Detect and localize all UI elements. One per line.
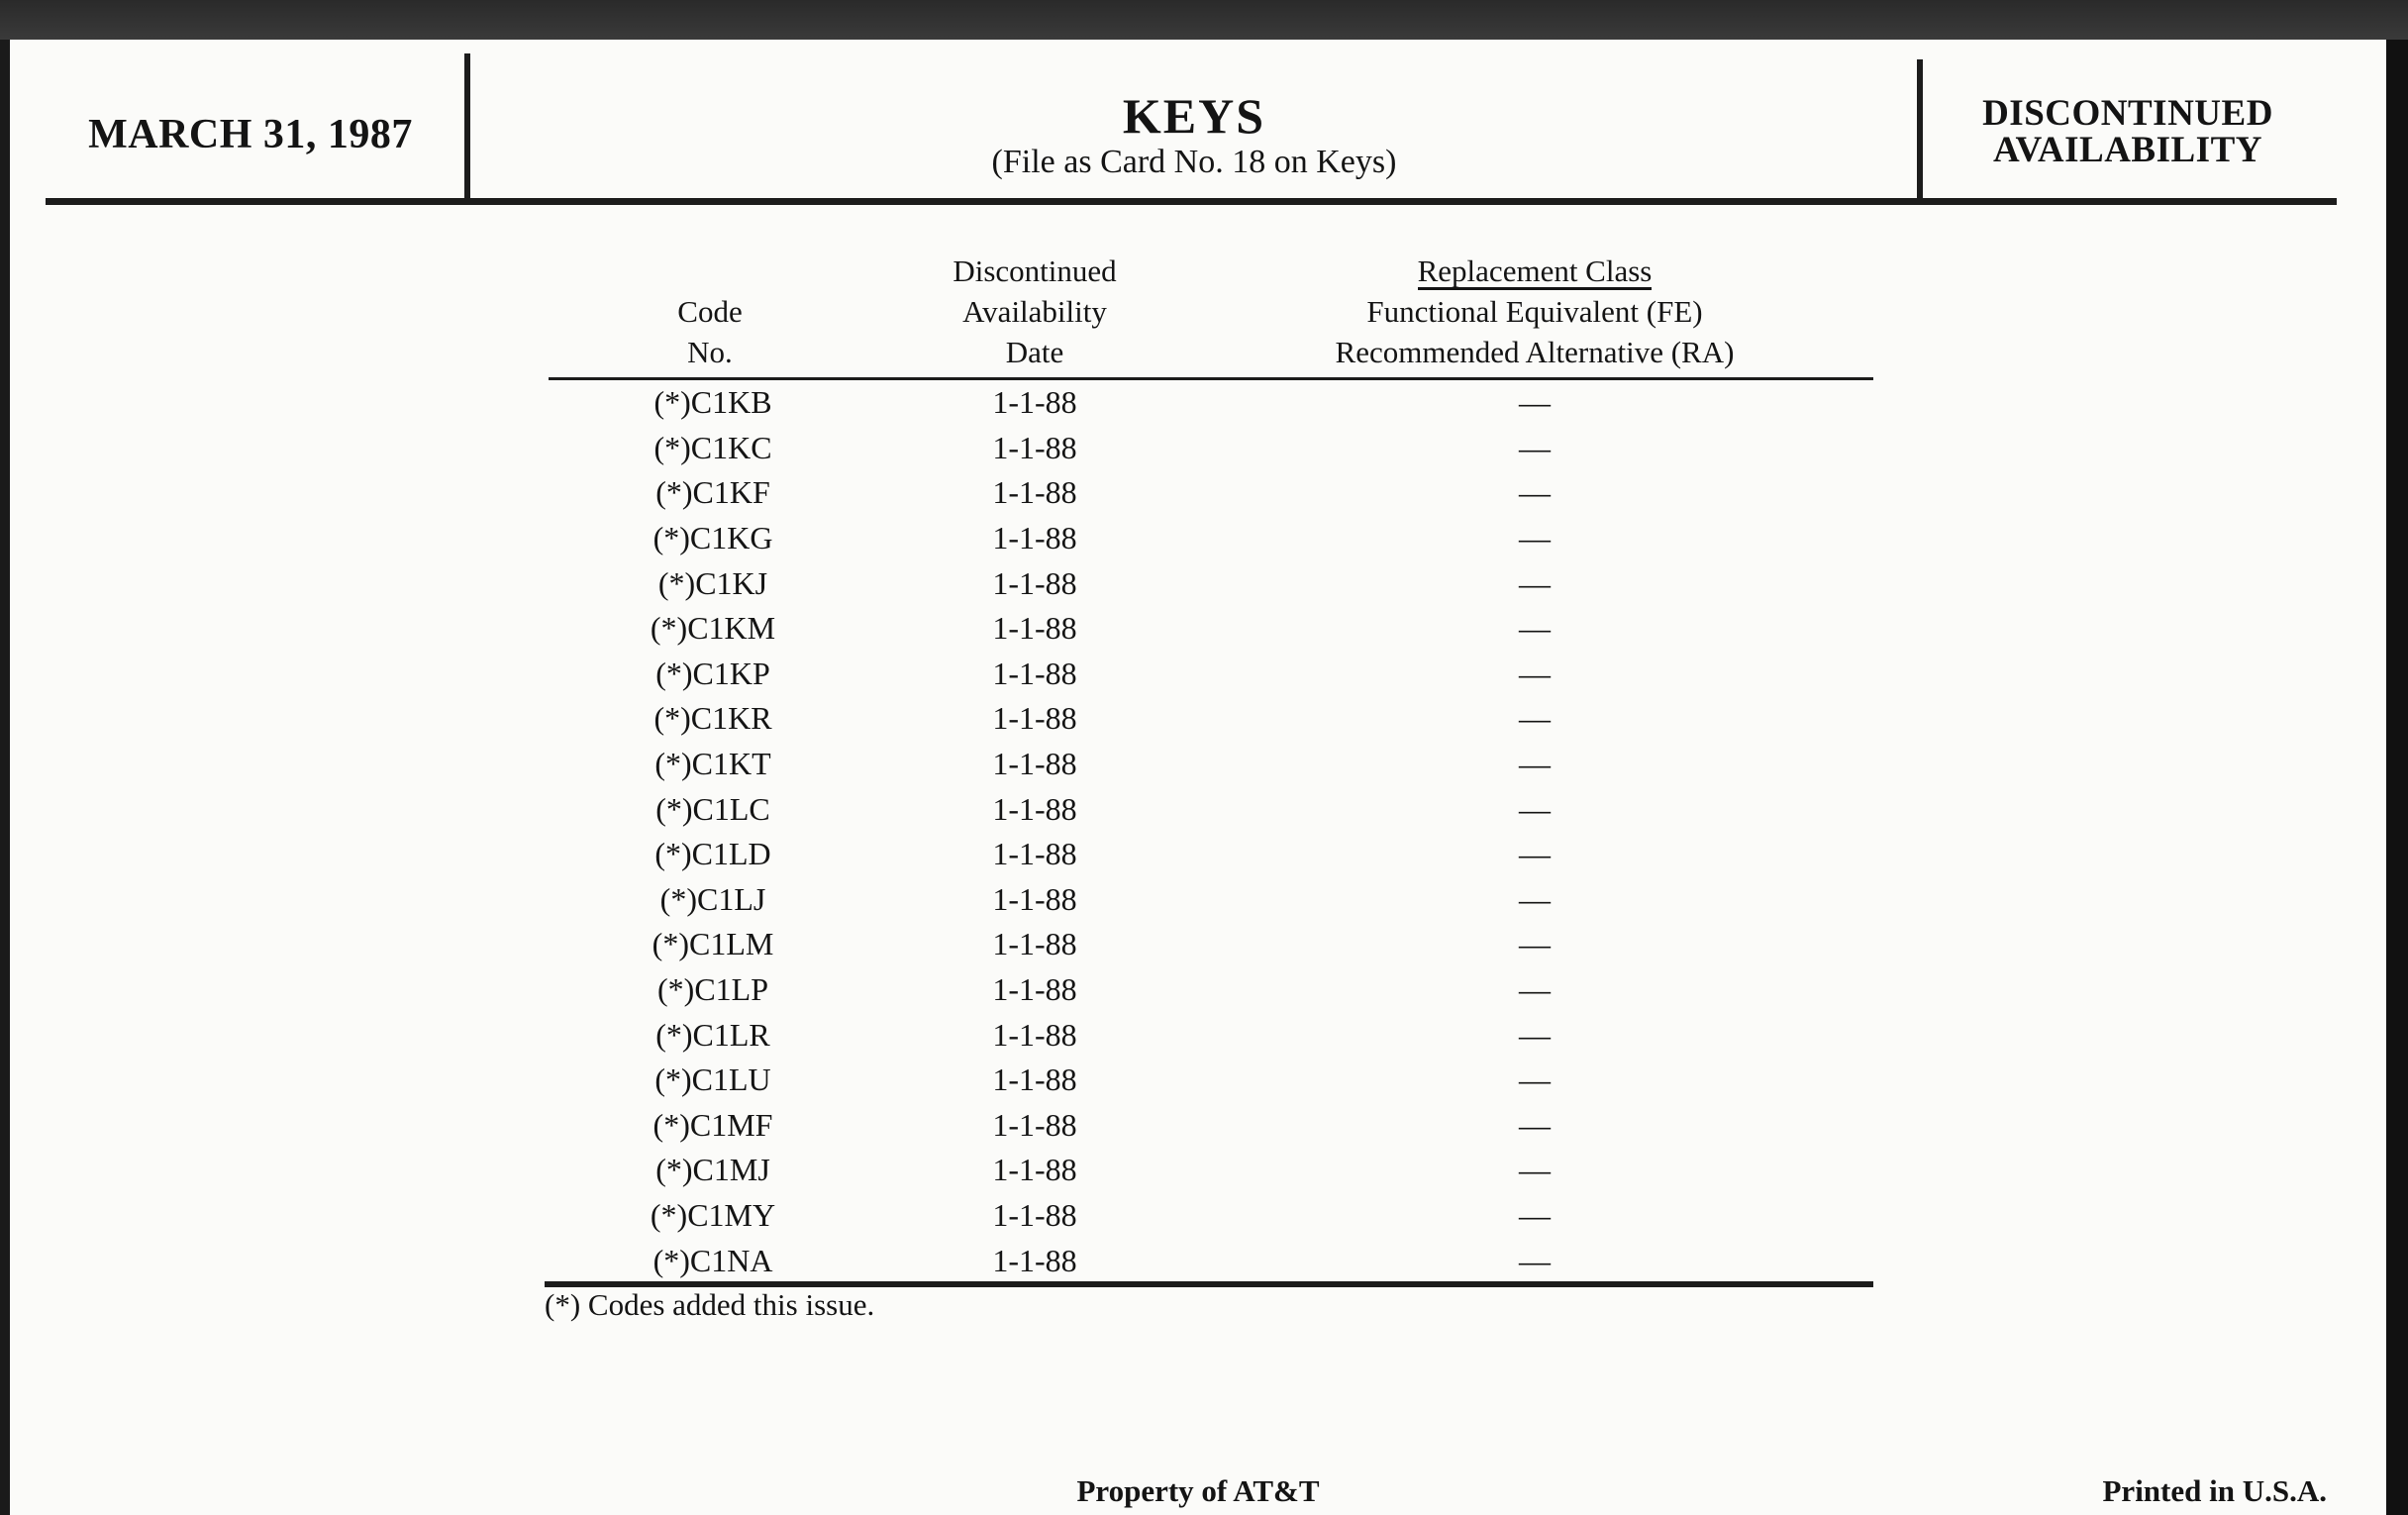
cell-date: 1-1-88: [992, 1016, 1077, 1053]
table-row: [549, 516, 1873, 561]
cell-replacement: —: [1519, 926, 1551, 962]
cell-code: (*)C1KF: [655, 474, 770, 511]
table-row: [549, 696, 1873, 742]
document-page: [10, 40, 2386, 1515]
cell-replacement: —: [1519, 1061, 1551, 1098]
table-row: [549, 470, 1873, 516]
column-header-date-line1: Discontinued: [953, 253, 1117, 288]
cell-replacement: —: [1519, 429, 1551, 465]
cell-date: 1-1-88: [992, 971, 1077, 1008]
table-row: [549, 1193, 1873, 1239]
section-label-line1: DISCONTINUED: [1982, 93, 2273, 134]
cell-replacement: —: [1519, 880, 1551, 917]
cell-replacement: —: [1519, 746, 1551, 782]
cell-date: 1-1-88: [992, 655, 1077, 691]
cell-date: 1-1-88: [992, 790, 1077, 827]
cell-code: (*)C1LJ: [659, 880, 766, 917]
section-label-line2: AVAILABILITY: [1993, 130, 2262, 170]
scan-border-top: [0, 0, 2408, 40]
cell-date: 1-1-88: [992, 1152, 1077, 1188]
cell-code: (*)C1MJ: [655, 1152, 770, 1188]
cell-code: (*)C1KR: [653, 700, 772, 737]
table-row: [549, 606, 1873, 652]
cell-code: (*)C1LP: [657, 971, 768, 1008]
table-row: [549, 1012, 1873, 1058]
cell-code: (*)C1KM: [650, 610, 776, 647]
cell-code: (*)C1KC: [653, 429, 772, 465]
table-row: [549, 922, 1873, 967]
cell-date: 1-1-88: [992, 1242, 1077, 1278]
cell-replacement: —: [1519, 1196, 1551, 1233]
cell-date: 1-1-88: [992, 836, 1077, 872]
cell-replacement: —: [1519, 655, 1551, 691]
cell-code: (*)C1KG: [652, 520, 773, 556]
cell-code: (*)C1LU: [654, 1061, 771, 1098]
section-label: [1925, 95, 2331, 168]
footer-printed: Printed in U.S.A.: [2102, 1473, 2327, 1508]
table-row: [549, 742, 1873, 787]
table-row: [549, 426, 1873, 471]
cell-replacement: —: [1519, 1106, 1551, 1143]
table-row: [549, 1103, 1873, 1149]
column-header-replacement-line3: Recommended Alternative (RA): [1335, 335, 1735, 369]
table-row: [549, 1148, 1873, 1193]
table-row: [549, 1058, 1873, 1103]
cell-replacement: —: [1519, 520, 1551, 556]
cell-date: 1-1-88: [992, 429, 1077, 465]
cell-date: 1-1-88: [992, 1196, 1077, 1233]
table-row: [549, 380, 1873, 426]
scan-border-right: [2386, 40, 2408, 1515]
issue-date: MARCH 31, 1987: [88, 112, 413, 157]
column-header-replacement: [1198, 251, 1871, 372]
table-row: [549, 1238, 1873, 1283]
cell-date: 1-1-88: [992, 384, 1077, 421]
cell-code: (*)C1LR: [655, 1016, 770, 1053]
header-rule: [46, 198, 2337, 205]
cell-date: 1-1-88: [992, 520, 1077, 556]
cell-date: 1-1-88: [992, 700, 1077, 737]
cell-replacement: —: [1519, 836, 1551, 872]
cell-code: (*)C1LM: [652, 926, 774, 962]
cell-replacement: —: [1519, 971, 1551, 1008]
footer-property: Property of AT&T: [1076, 1473, 1320, 1508]
cell-code: (*)C1KP: [655, 655, 770, 691]
cell-date: 1-1-88: [992, 746, 1077, 782]
cell-replacement: —: [1519, 1242, 1551, 1278]
cell-code: (*)C1LD: [654, 836, 771, 872]
footnote: (*) Codes added this issue.: [545, 1287, 875, 1322]
column-header-date: [871, 251, 1198, 372]
cell-replacement: —: [1519, 384, 1551, 421]
cell-replacement: —: [1519, 1152, 1551, 1188]
cell-date: 1-1-88: [992, 474, 1077, 511]
cell-replacement: —: [1519, 790, 1551, 827]
document-title: KEYS: [1122, 88, 1266, 144]
column-header-date-line3: Date: [1005, 335, 1064, 369]
cell-replacement: —: [1519, 474, 1551, 511]
cell-code: (*)C1KT: [654, 746, 771, 782]
header-center: [471, 88, 1917, 181]
cell-replacement: —: [1519, 1016, 1551, 1053]
table-row: [549, 967, 1873, 1013]
column-header-replacement-line1: Replacement Class: [1417, 253, 1653, 288]
cell-date: 1-1-88: [992, 1106, 1077, 1143]
cell-code: (*)C1MF: [652, 1106, 773, 1143]
column-header-replacement-line2: Functional Equivalent (FE): [1366, 294, 1703, 329]
cell-date: 1-1-88: [992, 926, 1077, 962]
table-row: [549, 786, 1873, 832]
cell-replacement: —: [1519, 700, 1551, 737]
column-header-code: [549, 291, 871, 372]
document-subtitle: (File as Card No. 18 on Keys): [991, 144, 1397, 180]
table-row: [549, 877, 1873, 923]
table-row: [549, 560, 1873, 606]
header-divider-left: [464, 53, 470, 200]
cell-code: (*)C1LC: [655, 790, 770, 827]
cell-date: 1-1-88: [992, 564, 1077, 601]
cell-code: (*)C1KB: [653, 384, 772, 421]
column-header-date-line2: Availability: [962, 294, 1107, 329]
column-header-code-line2: No.: [687, 335, 733, 369]
cell-replacement: —: [1519, 610, 1551, 647]
cell-date: 1-1-88: [992, 1061, 1077, 1098]
cell-code: (*)C1KJ: [657, 564, 768, 601]
header-divider-right: [1917, 59, 1923, 200]
column-header-code-line1: Code: [677, 294, 743, 329]
cell-code: (*)C1NA: [652, 1242, 773, 1278]
cell-date: 1-1-88: [992, 880, 1077, 917]
cell-date: 1-1-88: [992, 610, 1077, 647]
table-body: [549, 380, 1873, 1283]
table-row: [549, 652, 1873, 697]
table-row: [549, 832, 1873, 877]
cell-code: (*)C1MY: [650, 1196, 776, 1233]
cell-replacement: —: [1519, 564, 1551, 601]
